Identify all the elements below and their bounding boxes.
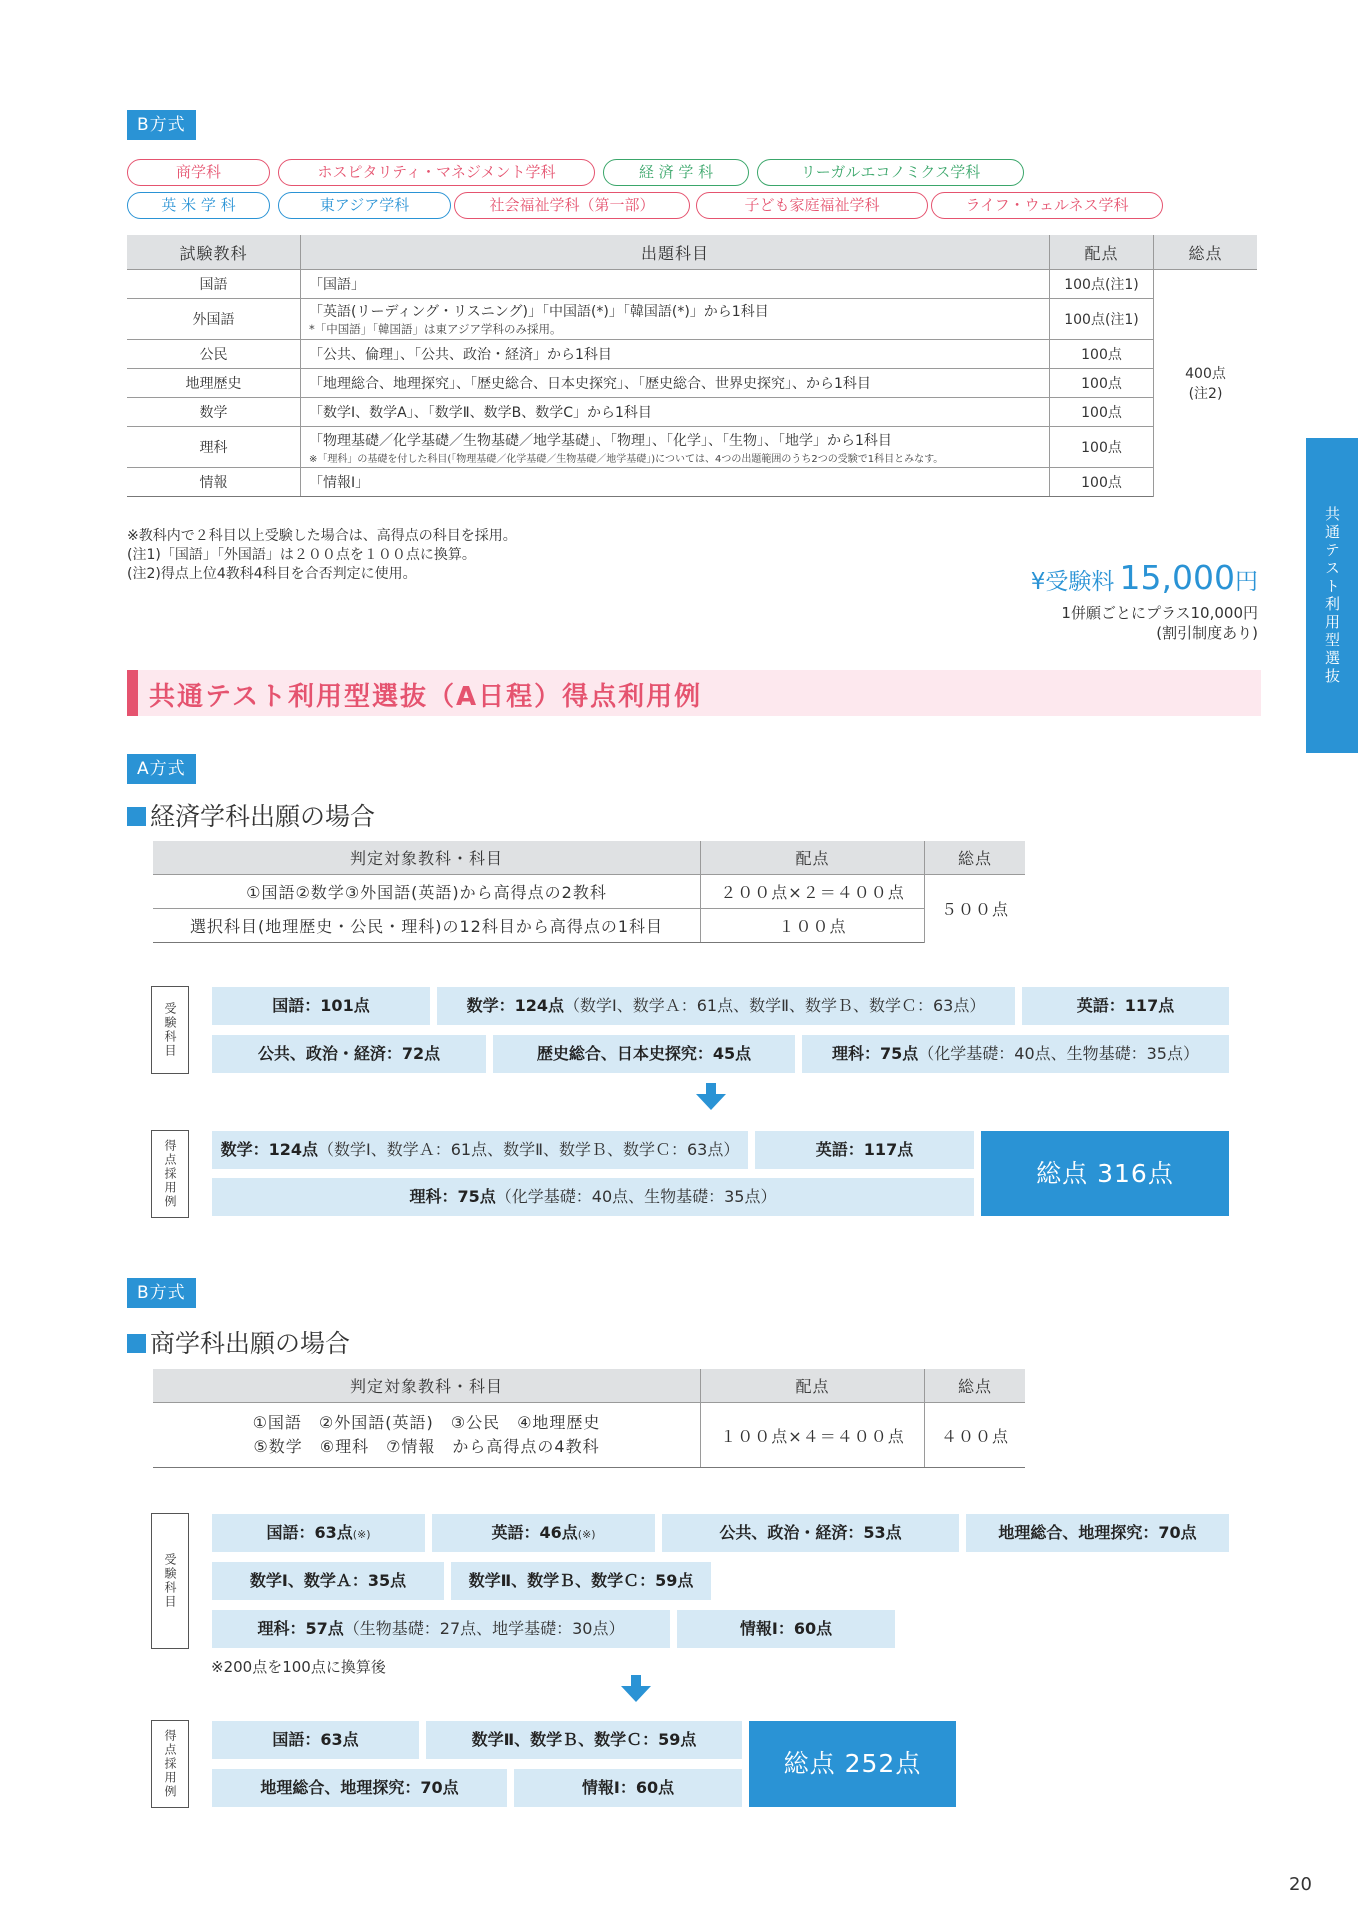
b-adopt-label: 得点採用例 <box>151 1720 189 1808</box>
a-heading <box>127 797 375 833</box>
table-row <box>127 299 1257 340</box>
detail-cell <box>301 299 1050 340</box>
score-box: 情報Ⅰ：60点 <box>514 1769 742 1807</box>
detail-text: 「英語(リーディング・リスニング)」「中国語(*)」「韓国語(*)」から1科目 <box>309 304 769 320</box>
target-line: ⑤数学 ⑥理科 ⑦情報 から高得点の4教科 <box>253 1437 600 1456</box>
a-heading-text: 経済学科出願の場合 <box>150 802 376 831</box>
th-exam-content: 出題科目 <box>301 235 1050 270</box>
th-total: 総点 <box>1154 235 1258 270</box>
dept-pill-commerce: 商学科 <box>127 159 270 186</box>
a-target-table <box>153 841 1025 943</box>
b-target-table <box>153 1369 1025 1468</box>
score-box: 国語：63点(※) <box>212 1514 425 1552</box>
side-tab: 共通テスト利用型選抜 <box>1306 438 1358 753</box>
dept-pill-economics: 経 済 学 科 <box>603 159 749 186</box>
points-cell: 100点 <box>1050 340 1154 369</box>
points-cell: １００点×４＝４００点 <box>701 1403 925 1468</box>
table-row <box>127 270 1257 299</box>
table-notes <box>127 527 517 584</box>
exam-fee <box>1031 558 1258 597</box>
detail-sub: *「中国語」「韓国語」は東アジア学科のみ採用。 <box>309 322 562 336</box>
score-box: 英語：46点(※) <box>432 1514 655 1552</box>
a-method-tag: A方式 <box>127 754 196 784</box>
square-bullet-icon <box>127 1334 146 1353</box>
note-line: ※教科内で２科目以上受験した場合は、高得点の科目を採用。 <box>127 528 517 544</box>
th-total: 総点 <box>925 1369 1026 1403</box>
subject-cell: 公民 <box>127 340 301 369</box>
score-box: 数学：124点（数学Ⅰ、数学Ａ：61点、数学Ⅱ、数学Ｂ、数学Ｃ：63点） <box>437 987 1015 1025</box>
square-bullet-icon <box>127 807 146 826</box>
points-cell: 100点(注1) <box>1050 299 1154 340</box>
b-heading <box>127 1324 350 1360</box>
points-cell: ２００点×２＝４００点 <box>701 875 925 909</box>
dept-pill-social-welfare: 社会福祉学科（第一部） <box>454 192 690 219</box>
score-box: 歴史総合、日本史探究：45点 <box>493 1035 795 1073</box>
detail-cell: 「国語」 <box>301 270 1050 299</box>
score-box: 数学Ⅱ、数学Ｂ、数学Ｃ：59点 <box>426 1721 742 1759</box>
table-row <box>127 398 1257 427</box>
detail-text: 「物理基礎／化学基礎／生物基礎／地学基礎」、「物理」、「化学」、「生物」、「地学」から1科目 <box>309 432 892 449</box>
table-row <box>127 340 1257 369</box>
fee-amount: 15,000 <box>1119 558 1235 597</box>
subject-cell: 情報 <box>127 468 301 497</box>
score-box: 公共、政治・経済：72点 <box>212 1035 486 1073</box>
b-method-tag: B方式 <box>127 1278 196 1308</box>
detail-sub: ※「理科」の基礎を付した科目(「物理基礎／化学基礎／生物基礎／地学基礎」)については、4つの出題範囲のうち2つの受験で1科目とみなす。 <box>309 453 944 465</box>
score-box: 数学Ⅰ、数学Ａ：35点 <box>212 1562 444 1600</box>
total-note: (注2) <box>1188 386 1223 403</box>
b-heading-text: 商学科出願の場合 <box>150 1329 351 1358</box>
subject-cell: 数学 <box>127 398 301 427</box>
dept-pill-legal-economics: リーガルエコノミクス学科 <box>757 159 1024 186</box>
subject-cell: 外国語 <box>127 299 301 340</box>
target-cell <box>153 1403 701 1468</box>
score-box: 英語：117点 <box>1022 987 1229 1025</box>
points-cell: 100点 <box>1050 398 1154 427</box>
fee-sub-line1: 1併願ごとにプラス10,000円 <box>1061 604 1258 622</box>
total-cell: ５００点 <box>925 875 1026 943</box>
b-method-subject-table <box>127 235 1257 497</box>
dept-pill-east-asia: 東アジア学科 <box>278 192 451 219</box>
total-value: 400点 <box>1185 366 1226 383</box>
down-arrow-icon <box>696 1083 726 1111</box>
subject-cell: 国語 <box>127 270 301 299</box>
table-row <box>153 1403 1025 1468</box>
dept-pill-life-wellness: ライフ・ウェルネス学科 <box>931 192 1163 219</box>
fee-unit: 円 <box>1235 569 1258 595</box>
th-target: 判定対象教科・科目 <box>153 1369 701 1403</box>
detail-cell: 「公共、倫理」、「公共、政治・経済」から1科目 <box>301 340 1050 369</box>
table-row <box>127 369 1257 398</box>
points-cell: 100点 <box>1050 468 1154 497</box>
score-box: 情報Ⅰ：60点 <box>677 1610 895 1648</box>
score-box: 国語：63点 <box>212 1721 419 1759</box>
table-row <box>127 468 1257 497</box>
th-points: 配点 <box>1050 235 1154 270</box>
points-cell: 100点(注1) <box>1050 270 1154 299</box>
page-number: 20 <box>1289 1874 1312 1895</box>
fee-label: ¥受験料 <box>1030 569 1115 595</box>
down-arrow-icon <box>621 1675 651 1703</box>
score-box: 理科：57点（生物基礎：27点、地学基礎：30点） <box>212 1610 670 1648</box>
dept-pill-english: 英 米 学 科 <box>127 192 270 219</box>
total-cell: ４００点 <box>925 1403 1026 1468</box>
section-accent-bar <box>127 670 138 716</box>
note-line: (注2)得点上位4教科4科目を合否判定に使用。 <box>127 566 417 582</box>
total-cell <box>1154 270 1258 497</box>
score-box: 地理総合、地理探究：70点 <box>212 1769 507 1807</box>
table-row <box>127 427 1257 468</box>
subject-cell: 理科 <box>127 427 301 468</box>
th-target: 判定対象教科・科目 <box>153 841 701 875</box>
target-cell: ①国語②数学③外国語(英語)から高得点の2教科 <box>153 875 701 909</box>
score-box: 理科：75点（化学基礎：40点、生物基礎：35点） <box>802 1035 1229 1073</box>
fee-subtext <box>1061 603 1258 643</box>
b-method-tag-top: B方式 <box>127 110 196 140</box>
conversion-note: ※200点を100点に換算後 <box>211 1658 386 1676</box>
dept-pill-child-welfare: 子ども家庭福祉学科 <box>696 192 928 219</box>
dept-pill-hospitality: ホスピタリティ・マネジメント学科 <box>278 159 595 186</box>
a-total-score: 総点 316点 <box>981 1131 1229 1216</box>
detail-cell <box>301 427 1050 468</box>
detail-cell: 「数学Ⅰ、数学A」、「数学Ⅱ、数学B、数学C」から1科目 <box>301 398 1050 427</box>
th-exam-subject: 試験教科 <box>127 235 301 270</box>
points-cell: 100点 <box>1050 369 1154 398</box>
target-line: ①国語 ②外国語(英語) ③公民 ④地理歴史 <box>252 1413 601 1432</box>
score-box: 数学Ⅱ、数学Ｂ、数学Ｃ：59点 <box>451 1562 711 1600</box>
a-exam-label: 受験科目 <box>151 986 189 1074</box>
th-total: 総点 <box>925 841 1026 875</box>
target-cell: 選択科目(地理歴史・公民・理科)の12科目から高得点の1科目 <box>153 909 701 943</box>
table-row <box>153 909 1025 943</box>
score-box: 英語：117点 <box>755 1131 974 1169</box>
score-box: 理科：75点（化学基礎：40点、生物基礎：35点） <box>212 1178 974 1216</box>
detail-cell: 「情報Ⅰ」 <box>301 468 1050 497</box>
th-points: 配点 <box>701 1369 925 1403</box>
section-title: 共通テスト利用型選抜（A日程）得点利用例 <box>149 682 703 712</box>
section-header <box>127 670 1261 716</box>
score-box: 数学：124点（数学Ⅰ、数学Ａ：61点、数学Ⅱ、数学Ｂ、数学Ｃ：63点） <box>212 1131 748 1169</box>
score-box: 地理総合、地理探究：70点 <box>966 1514 1229 1552</box>
subject-cell: 地理歴史 <box>127 369 301 398</box>
b-total-score: 総点 252点 <box>749 1721 956 1807</box>
a-adopt-label: 得点採用例 <box>151 1130 189 1218</box>
b-exam-label: 受験科目 <box>151 1513 189 1649</box>
score-box: 国語：101点 <box>212 987 430 1025</box>
points-cell: １００点 <box>701 909 925 943</box>
points-cell: 100点 <box>1050 427 1154 468</box>
detail-cell: 「地理総合、地理探究」、「歴史総合、日本史探究」、「歴史総合、世界史探究」、から1科目 <box>301 369 1050 398</box>
table-row <box>153 875 1025 909</box>
fee-sub-line2: (割引制度あり) <box>1156 624 1258 642</box>
note-line: (注1)「国語」「外国語」は２００点を１００点に換算。 <box>127 547 476 563</box>
th-points: 配点 <box>701 841 925 875</box>
score-box: 公共、政治・経済：53点 <box>662 1514 959 1552</box>
